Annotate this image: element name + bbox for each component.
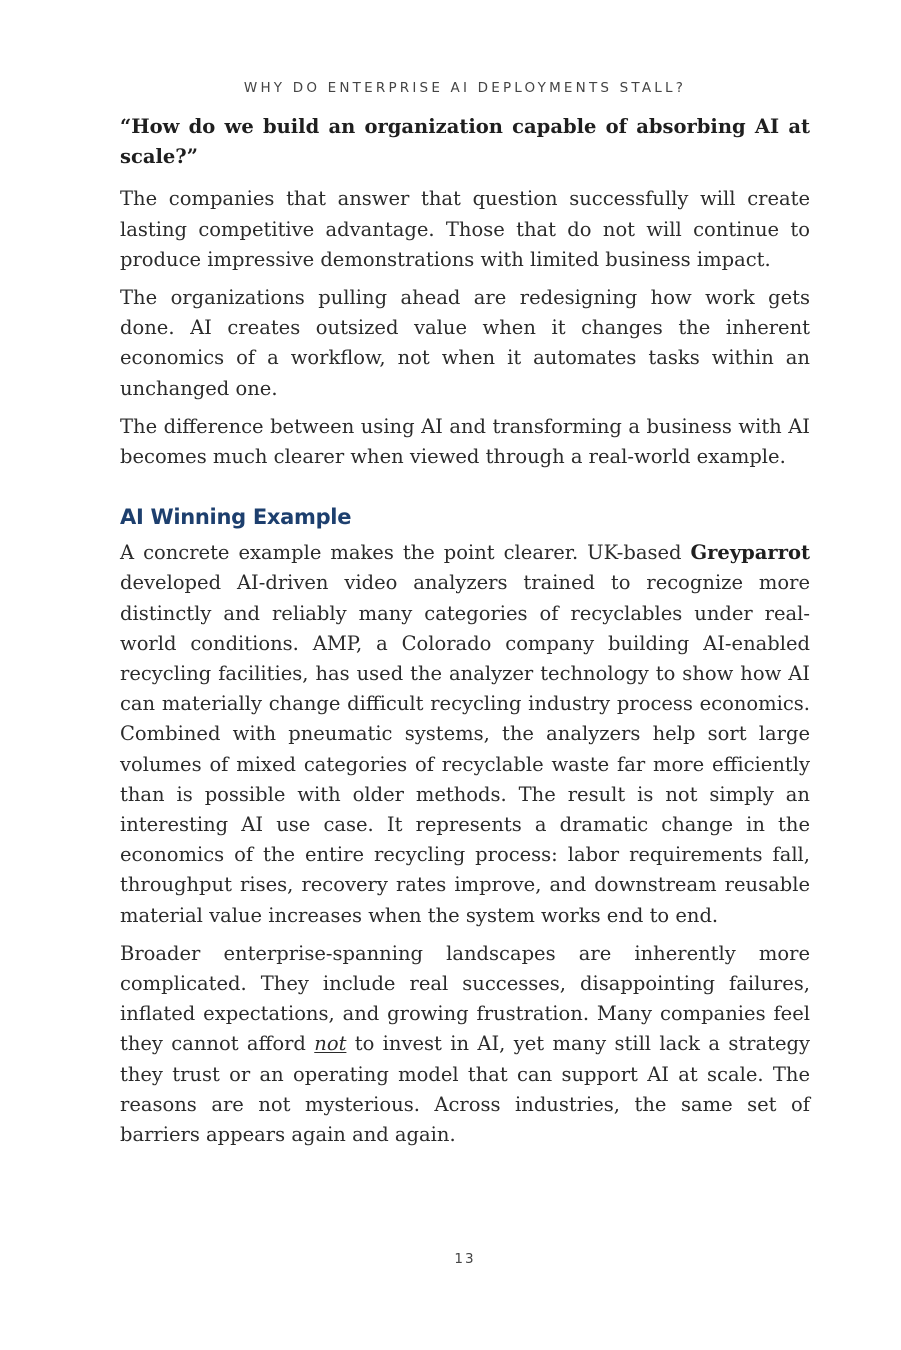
section-heading: AI Winning Example [120,505,352,530]
closing-after: to invest in AI, yet many still lack a strategy they trust or an operating model that can support AI at scale. The reasons are not mysterious. Across industries, the same set of barriers appears again and again. [120,1032,810,1147]
example-text: developed AI-driven video analyzers trained to recognize more distinctly and reliably many categories of recyclables under real-world conditions. AMP, a Colorado company building AI-enabled recycling facilities, has used the analyzer technology to show how AI can materially change difficult recycling industry process economics. Combined with pneumatic systems, the analyzers help sort large volumes of mixed categories of recyclable waste far more efficiently than is possible with older methods. The result is not simply an interesting AI use case. It represents a dramatic change in the economics of the entire recycling process: labor requirements fall, throughput rises, recovery rates improve, and downstream reusable material value increases when the system works end to end. [120,571,810,927]
pull-quote: “How do we build an organization capable of absorbing AI at scale?” [120,115,810,169]
body-paragraph-3: The difference between using AI and transforming a business with AI becomes much clearer when viewed through a real-world example. [120,414,810,469]
page-content [120,112,810,1158]
body-paragraph-2: The organizations pulling ahead are redesigning how work gets done. AI creates outsized value when it changes the inherent economics of a workflow, not when it automates tasks within an unchanged one. [120,286,810,400]
running-header: WHY DO ENTERPRISE AI DEPLOYMENTS STALL? [243,80,687,96]
example-paragraph [120,538,810,931]
example-intro: A concrete example makes the point clearer. UK-based [120,541,691,565]
closing-paragraph [120,939,810,1150]
company-name: Greyparrot [690,541,810,565]
closing-before: Broader enterprise-spanning landscapes are inherently more complicated. They include real successes, disappointing failures, inflated expectations, and growing frustration. Many companies feel they cannot afford [120,941,810,1056]
emphasis-word: not [314,1032,347,1056]
body-paragraph-1: The companies that answer that question successfully will create lasting competitive advantage. Those that do not will continue to produce impressive demonstrations with limited business impact. [120,187,810,271]
book-page [120,0,810,1350]
page-number: 13 [454,1251,476,1267]
